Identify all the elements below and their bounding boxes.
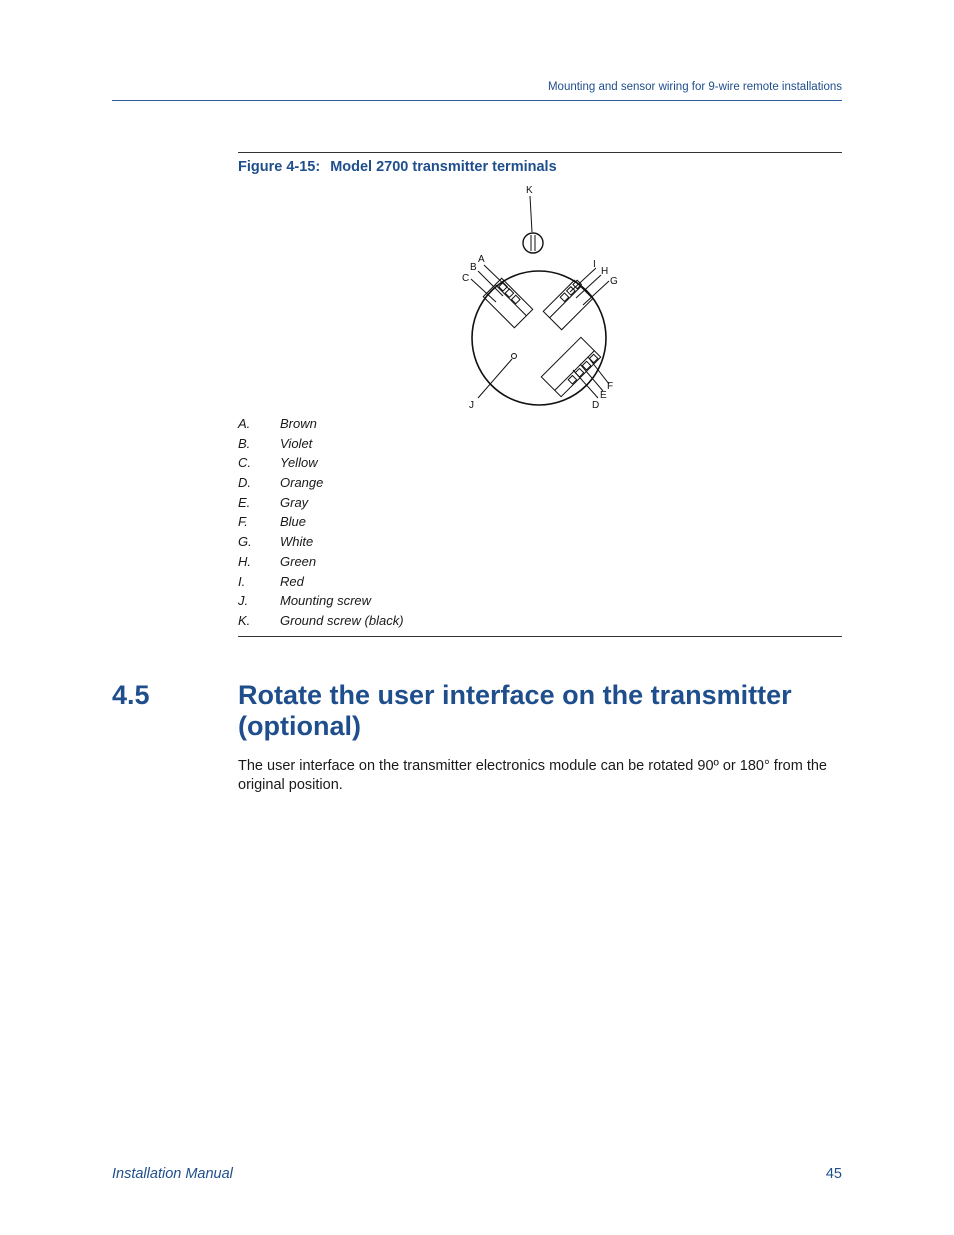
legend-item: H. Green (238, 553, 317, 569)
figure-number: Figure 4-15: (238, 159, 321, 175)
figure-bottom-rule (238, 636, 842, 637)
ground-screw-icon (523, 233, 543, 253)
legend-item: F. Blue (238, 514, 307, 530)
callout-g: G (610, 276, 618, 287)
callout-c: C (462, 273, 470, 284)
callout-d: D (592, 400, 600, 411)
figure-title: Model 2700 transmitter terminals (330, 159, 557, 175)
ground-screw-leader (530, 196, 532, 232)
terminal-block-ghi (543, 279, 594, 330)
section-body: The user interface on the transmitter electronics module can be rotated 90º or 180° from the original position. (238, 758, 827, 793)
transmitter-terminals-diagram (440, 178, 640, 413)
terminal-block-abc (483, 278, 532, 327)
legend-item: E. Gray (238, 494, 309, 510)
legend-item: C. Yellow (238, 455, 318, 471)
terminal-block-def (541, 337, 600, 396)
legend-item: I. Red (238, 573, 304, 589)
legend-item: G. White (238, 534, 314, 550)
mounting-screw-leader (478, 359, 512, 398)
legend-item: A. Brown (238, 416, 317, 431)
figure-top-rule (238, 152, 842, 153)
callout-f: F (607, 381, 614, 392)
section-number: 4.5 (112, 680, 150, 710)
legend-item: J. Mounting screw (238, 593, 372, 609)
figure-legend (238, 414, 404, 631)
callout-j: J (469, 400, 474, 411)
legend-item: K. Ground screw (black) (238, 612, 404, 628)
callout-i: I (593, 259, 596, 270)
legend-item: D. Orange (238, 475, 324, 491)
legend-item: B. Violet (238, 435, 313, 451)
callout-e: E (600, 390, 607, 401)
callout-k: K (526, 185, 533, 196)
callout-h: H (601, 266, 609, 277)
section-title: Rotate the user interface on the transmitter (optional) (238, 680, 792, 741)
header-rule (112, 100, 842, 101)
figure-caption (238, 159, 557, 175)
mounting-screw-icon (512, 354, 517, 359)
callout-a: A (478, 254, 485, 265)
footer-doc-title: Installation Manual (112, 1166, 233, 1182)
running-header: Mounting and sensor wiring for 9-wire remote installations (547, 81, 842, 93)
footer-page-number: 45 (825, 1166, 842, 1182)
callout-b: B (470, 262, 477, 273)
